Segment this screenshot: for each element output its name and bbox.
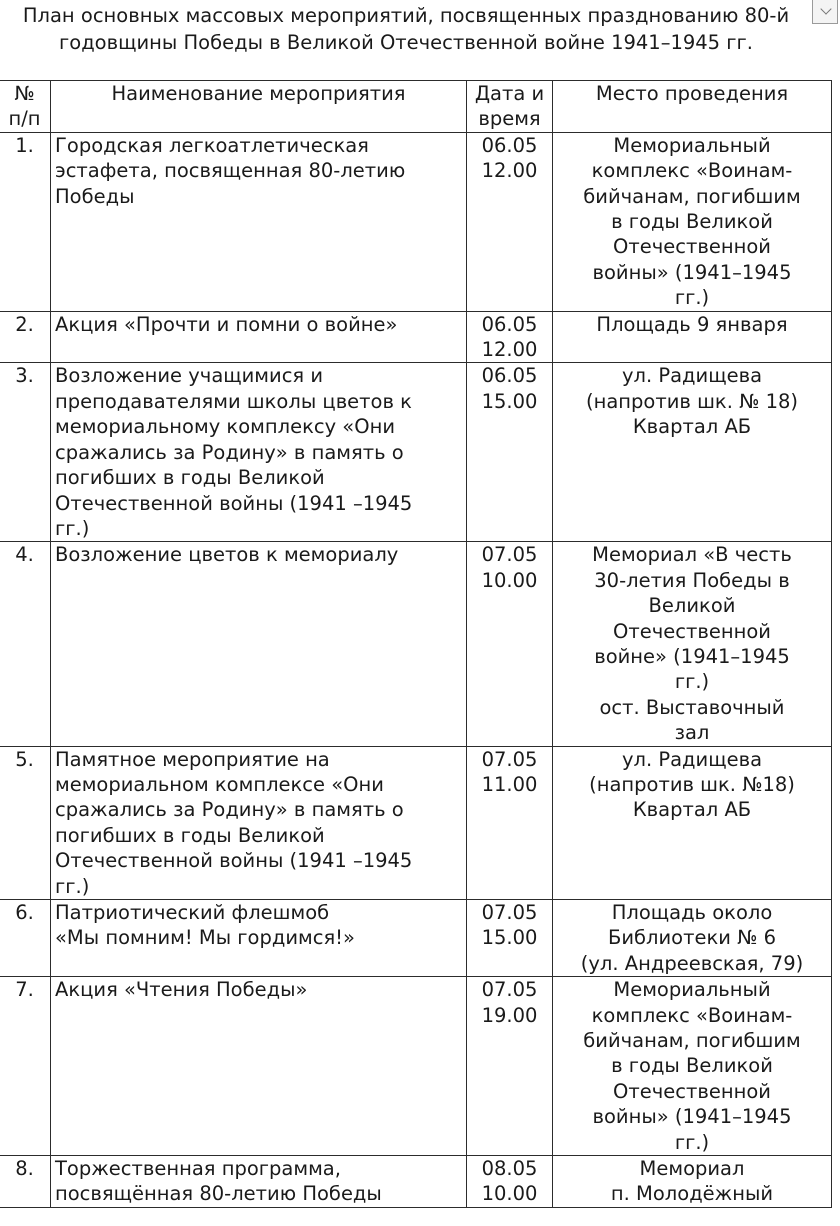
row-number: 8. [0, 1156, 51, 1208]
row-number: 5. [0, 746, 51, 899]
table-row [0, 1156, 832, 1208]
row-event-name: Торжественная программа, посвящённая 80-летию Победы [51, 1156, 467, 1208]
row-date-time: 06.05 15.00 [467, 363, 553, 542]
row-event-name: Патриотический флешмоб «Мы помним! Мы гордимся!» [51, 900, 467, 977]
row-number: 3. [0, 363, 51, 542]
row-place: Мемориал п. Молодёжный [553, 1156, 832, 1208]
events-table [0, 80, 832, 1208]
row-place: Площадь 9 января [553, 311, 832, 363]
table-row [0, 900, 832, 977]
header-place: Место проведения [553, 81, 832, 133]
row-date-time: 07.05 19.00 [467, 977, 553, 1156]
row-number: 7. [0, 977, 51, 1156]
header-name: Наименование мероприятия [51, 81, 467, 133]
row-place: Мемориал «В честь 30-летия Победы в Великой Отечественной войне» (1941–1945 гг.) ост. Выставочный зал [553, 542, 832, 746]
table-row [0, 542, 832, 746]
row-event-name: Городская легкоатлетическая эстафета, посвященная 80-летию Победы [51, 132, 467, 311]
table-row [0, 363, 832, 542]
row-place: ул. Радищева (напротив шк. №18) Квартал АБ [553, 746, 832, 899]
row-number: 1. [0, 132, 51, 311]
table-header-row [0, 81, 832, 133]
row-date-time: 08.05 10.00 [467, 1156, 553, 1208]
document-title: План основных массовых мероприятий, посвященных празднованию 80-й годовщины Победы в Великой Отечественной войне 1941–1945 гг. [22, 4, 790, 54]
row-date-time: 06.05 12.00 [467, 132, 553, 311]
row-event-name: Возложение цветов к мемориалу [51, 542, 467, 746]
row-date-time: 06.05 12.00 [467, 311, 553, 363]
row-event-name: Памятное мероприятие на мемориальном комплексе «Они сражались за Родину» в память о погибших в годы Великой Отечественной войны (1941 –1945 гг.) [51, 746, 467, 899]
row-date-time: 07.05 11.00 [467, 746, 553, 899]
header-number: № п/п [0, 81, 51, 133]
row-number: 2. [0, 311, 51, 363]
row-event-name: Возложение учащимися и преподавателями школы цветов к мемориальному комплексу «Они сражались за Родину» в память о погибших в годы Великой Отечественной войны (1941 –1945 гг.) [51, 363, 467, 542]
table-row [0, 746, 832, 899]
row-place: Мемориальный комплекс «Воинам- бийчанам, погибшим в годы Великой Отечественной войны» (1941–1945 гг.) [553, 977, 832, 1156]
row-date-time: 07.05 10.00 [467, 542, 553, 746]
row-number: 6. [0, 900, 51, 977]
header-date: Дата и время [467, 81, 553, 133]
table-row [0, 977, 832, 1156]
table-row [0, 311, 832, 363]
row-date-time: 07.05 15.00 [467, 900, 553, 977]
row-number: 4. [0, 542, 51, 746]
row-event-name: Акция «Чтения Победы» [51, 977, 467, 1156]
row-event-name: Акция «Прочти и помни о войне» [51, 311, 467, 363]
row-place: Площадь около Библиотеки № 6 (ул. Андреевская, 79) [553, 900, 832, 977]
table-row [0, 132, 832, 311]
expand-chevron-icon[interactable] [812, 0, 838, 24]
row-place: Мемориальный комплекс «Воинам- бийчанам, погибшим в годы Великой Отечественной войны» (1941–1945 гг.) [553, 132, 832, 311]
row-place: ул. Радищева (напротив шк. № 18) Квартал АБ [553, 363, 832, 542]
